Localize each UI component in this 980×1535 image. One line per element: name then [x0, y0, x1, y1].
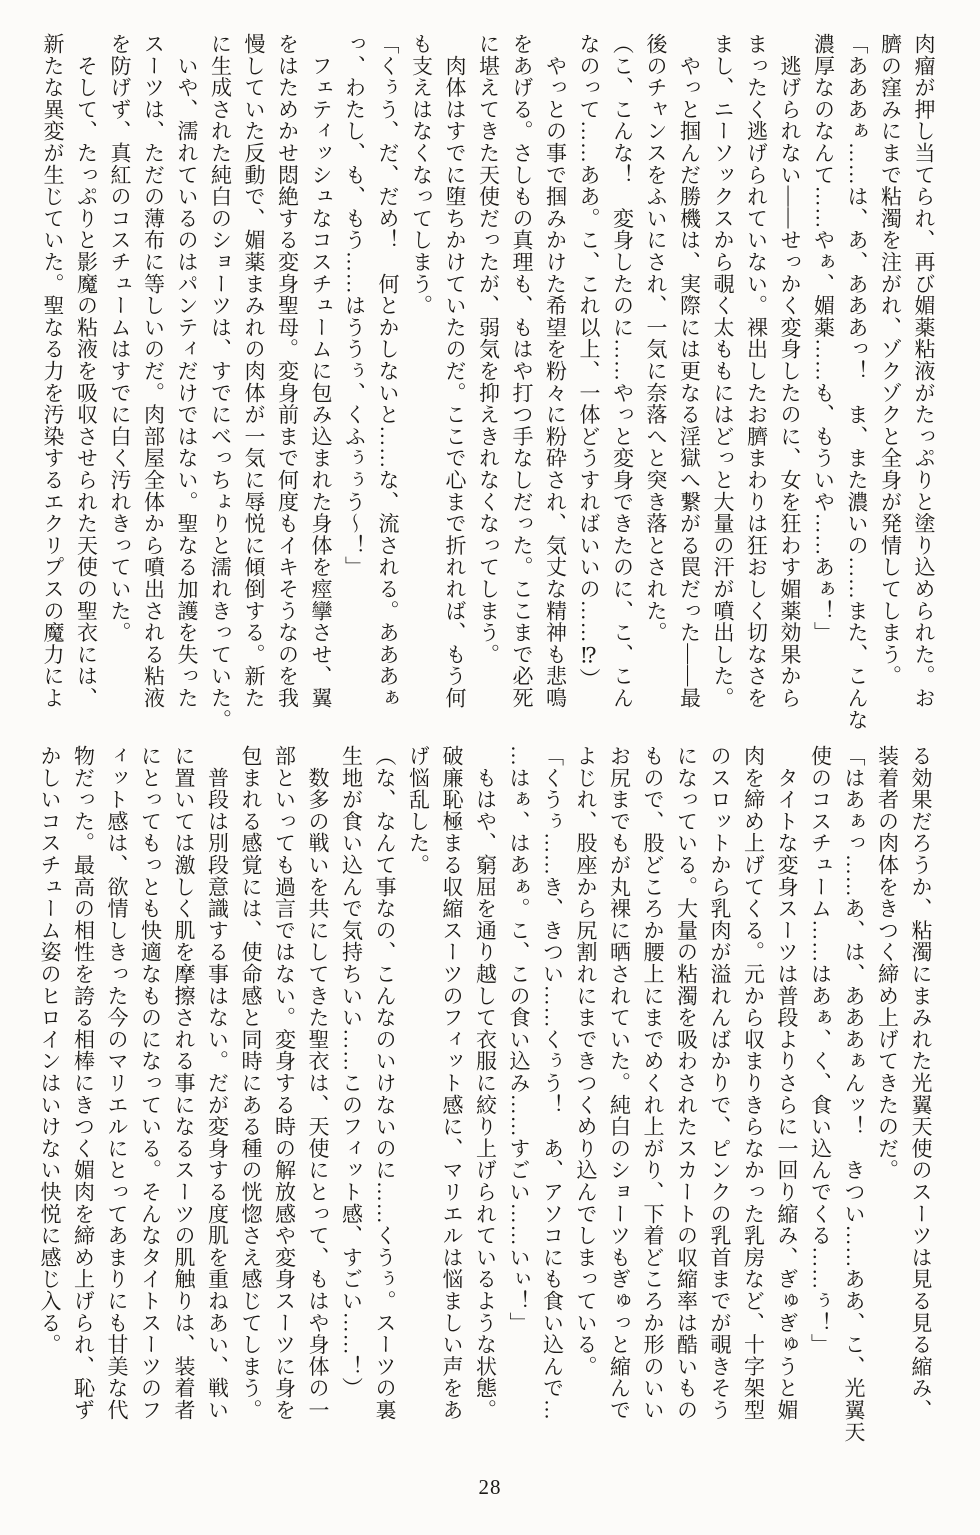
text-column: 後のチャンスをふいにされ、一気に奈落へと突き落とされた。 — [644, 33, 668, 644]
text-column: 肉瘤が押し当てられ、再び媚薬粘液がたっぷりと塗り込められた。お — [912, 33, 936, 709]
text-column: 装着者の肉体をきつく締め上げてきたのだ。 — [875, 745, 900, 1181]
text-column: 新たな異変が生じていた。聖なる力を汚染するエクリプスの魔力によ — [41, 33, 65, 709]
text-column: 濃厚なのなんて……やぁ、媚薬……も、もういや……あぁ！」 — [811, 33, 836, 644]
text-column: やっとの事で掴みかけた希望を粉々に粉砕され、気丈な精神も悲鳴 — [543, 33, 568, 709]
text-column: る効果だろうか、粘濁にまみれた光翼天使のスーツは見る見る縮み、 — [909, 745, 933, 1421]
text-column: もので、股どころか腰上にまでめくれ上がり、下着どころか形のいい — [641, 745, 665, 1421]
text-column: 肉を締め上げてくる。元から収まりきらなかった乳房など、十字架型 — [741, 745, 766, 1421]
text-block-top — [36, 33, 941, 731]
text-block-bottom — [33, 745, 938, 1443]
text-column: 「はあぁっ……あ、は、あああぁんッ！ きつい……ああ、こ、光翼天 — [842, 745, 866, 1443]
text-column: まし、ニーソックスから覗く太ももにはどっと大量の汗が噴出した。 — [711, 33, 735, 709]
page-number: 28 — [478, 1475, 502, 1499]
text-column: を防げず、真紅のコスチュームはすでに白く汚れきっていた。 — [108, 33, 132, 644]
text-column: 使のコスチューム……はあぁ、く、食い込んでくる……ぅ！」 — [808, 745, 833, 1356]
text-column: 慢していた反動で、媚薬まみれの肉体が一気に辱悦に傾倒する。新た — [242, 33, 266, 709]
text-column: 包まれる感覚には、使命感と同時にある種の恍惚さえ感じてしまう。 — [239, 745, 263, 1421]
text-column: フェティッシュなコスチュームに包み込まれた身体を痙攣させ、翼 — [309, 33, 333, 709]
text-column: そして、たっぷりと影魔の粘液を吸収させられた天使の聖衣には、 — [74, 33, 99, 709]
text-column: ィット感は、欲情しきった今のマリエルにとってあまりにも甘美な代 — [105, 745, 129, 1421]
text-column: 肉体はすでに堕ちかけていたのだ。ここで心まで折れれば、もう何 — [443, 33, 467, 709]
text-column: （こ、こんな！ 変身したのに……やっと変身できたのに、こ、こん — [610, 33, 635, 709]
text-column: まったく逃げられていない。裸出したお臍まわりは狂おしく切なさを — [744, 33, 769, 709]
text-column: にとってもっとも快適なものになっている。そんなタイトスーツのフ — [138, 745, 163, 1421]
text-column: をはためかせ悶絶する変身聖母。変身前まで何度もイキそうなのを我 — [275, 33, 300, 709]
text-column: 生地が食い込んで気持ちいい……このフィット感、すごい……！） — [339, 745, 364, 1399]
text-column: 「くうぅ……き、きつい……くぅう！ あ、アソコにも食い込んで… — [540, 745, 565, 1421]
text-column: 臍の窪みにまで粘濁を注がれ、ゾクゾクと全身が発情してしまう。 — [878, 33, 903, 687]
text-column: （な、なんて事なの、こんなのいけないのに……くうぅ。スーツの裏 — [373, 745, 397, 1421]
text-column: 「あああぁ……は、あ、あああっ！ ま、また濃いの……また、こんな — [845, 33, 869, 731]
text-column: よじれ、股座から尻割れにまできつくめり込んでしまっている。 — [574, 745, 598, 1378]
text-column: をあげる。さしもの真理も、もはや打つ手なしだった。ここまで必死 — [510, 33, 534, 709]
text-column: 部といっても過言ではない。変身する時の解放感や変身スーツに身を — [272, 745, 297, 1421]
text-column: かしいコスチューム姿のヒロインはいけない快悦に感じ入る。 — [38, 745, 62, 1356]
text-column: げ悩乱した。 — [406, 745, 431, 876]
text-column: スーツは、ただの薄布に等しいのだ。肉部屋全体から噴出される粘液 — [141, 33, 166, 709]
text-column: …はぁ、はあぁ。こ、この食い込み……すごい……いぃ！」 — [507, 745, 531, 1334]
text-column: いや、濡れているのはパンティだけではない。聖なる加護を失った — [175, 33, 199, 709]
text-column: に生成された純白のショーツは、すでにべっちょりと濡れきっていた。 — [208, 33, 233, 731]
text-column: っ、わたし、も、もう……はううぅ、くふぅぅう～！」 — [342, 33, 367, 578]
text-column: になっている。大量の粘濁を吸わされたスカートの収縮率は酷いもの — [674, 745, 699, 1421]
text-column: 数多の戦いを共にしてきた聖衣は、天使にとって、もはや身体の一 — [306, 745, 330, 1421]
text-column: もはや、窮屈を通り越して衣服に絞り上げられているような状態。 — [473, 745, 498, 1421]
text-column: 破廉恥極まる収縮スーツのフィット感に、マリエルは悩ましい声をあ — [440, 745, 464, 1421]
text-column: なのって……ああ。こ、これ以上、一体どうすればいいの……⁉） — [577, 33, 601, 690]
text-column: 逃げられない——せっかく変身したのに、女を狂わす媚薬効果から — [778, 33, 802, 709]
text-column: も支えはなくなってしまう。 — [409, 33, 434, 317]
text-column: のスロットから乳肉が溢れんばかりで、ピンクの乳首までが覗きそう — [708, 745, 732, 1421]
text-column: お尻までもが丸裸に晒されていた。純白のショーツもぎゅっと縮んで — [607, 745, 632, 1421]
text-column: に置いては激しく肌を摩擦される事になるスーツの肌触りは、装着者 — [172, 745, 196, 1421]
text-column: タイトな変身スーツは普段よりさらに一回り縮み、ぎゅぎゅうと媚 — [775, 745, 799, 1421]
text-column: 「くぅう、だ、だめ！ 何とかしないと……な、流される。あああぁ — [376, 33, 400, 709]
text-column: 普段は別段意識する事はない。だが変身する度肌を重ねあい、戦い — [205, 745, 230, 1421]
text-column: やっと掴んだ勝機は、実際には更なる淫獄へ繋がる罠だった——最 — [677, 33, 702, 709]
text-column: に堪えてきた天使だったが、弱気を抑えきれなくなってしまう。 — [476, 33, 501, 666]
text-column: 物だった。最高の相性を誇る相棒にきつく媚肉を締め上げられ、恥ず — [71, 745, 96, 1421]
